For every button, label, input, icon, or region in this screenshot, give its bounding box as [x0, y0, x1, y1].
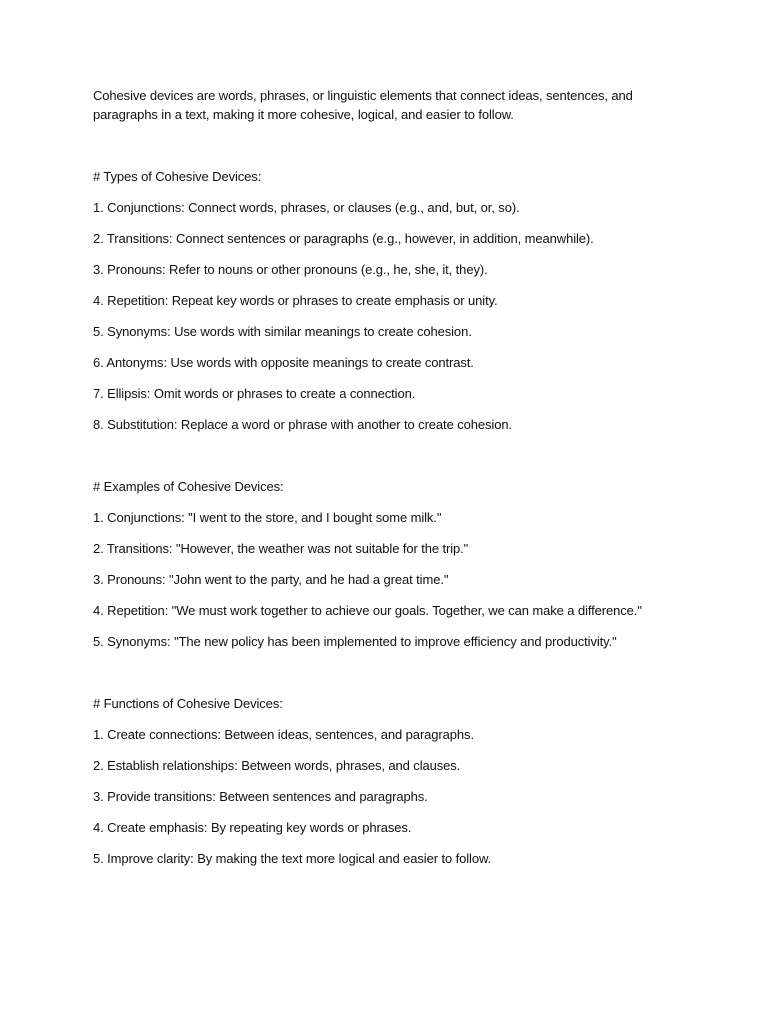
list-item: 4. Repetition: "We must work together to achieve our goals. Together, we can make a difference." — [93, 603, 642, 618]
document-body — [93, 86, 693, 868]
section-heading: # Examples of Cohesive Devices: — [93, 479, 284, 494]
list-item: 4. Repetition: Repeat key words or phrases to create emphasis or unity. — [93, 293, 498, 308]
list-item: 3. Pronouns: Refer to nouns or other pronouns (e.g., he, she, it, they). — [93, 262, 488, 277]
list-item: 7. Ellipsis: Omit words or phrases to create a connection. — [93, 386, 416, 401]
section-heading: # Types of Cohesive Devices: — [93, 169, 262, 184]
spacer — [93, 651, 693, 694]
section-heading: # Functions of Cohesive Devices: — [93, 696, 283, 711]
list-item: 3. Provide transitions: Between sentences and paragraphs. — [93, 789, 428, 804]
section-examples — [93, 477, 693, 651]
list-item: 4. Create emphasis: By repeating key words or phrases. — [93, 820, 412, 835]
section-types — [93, 167, 693, 434]
list-item: 2. Transitions: Connect sentences or paragraphs (e.g., however, in addition, meanwhile). — [93, 231, 594, 246]
list-item: 3. Pronouns: "John went to the party, and he had a great time." — [93, 572, 449, 587]
spacer — [93, 434, 693, 477]
list-item: 1. Create connections: Between ideas, sentences, and paragraphs. — [93, 727, 474, 742]
list-item: 5. Synonyms: "The new policy has been implemented to improve efficiency and productivity." — [93, 634, 617, 649]
list-item: 2. Establish relationships: Between words, phrases, and clauses. — [93, 758, 461, 773]
spacer — [93, 124, 693, 167]
list-item: 6. Antonyms: Use words with opposite meanings to create contrast. — [93, 355, 474, 370]
list-item: 1. Conjunctions: Connect words, phrases, or clauses (e.g., and, but, or, so). — [93, 200, 520, 215]
list-item: 1. Conjunctions: "I went to the store, and I bought some milk." — [93, 510, 442, 525]
intro-paragraph: Cohesive devices are words, phrases, or linguistic elements that connect ideas, sentences, and paragraphs in a text, making it more cohesive, logical, and easier to follow. — [93, 88, 633, 122]
list-item: 8. Substitution: Replace a word or phrase with another to create cohesion. — [93, 417, 512, 432]
list-item: 5. Improve clarity: By making the text more logical and easier to follow. — [93, 851, 492, 866]
list-item: 2. Transitions: "However, the weather was not suitable for the trip." — [93, 541, 469, 556]
list-item: 5. Synonyms: Use words with similar meanings to create cohesion. — [93, 324, 472, 339]
section-functions — [93, 694, 693, 868]
